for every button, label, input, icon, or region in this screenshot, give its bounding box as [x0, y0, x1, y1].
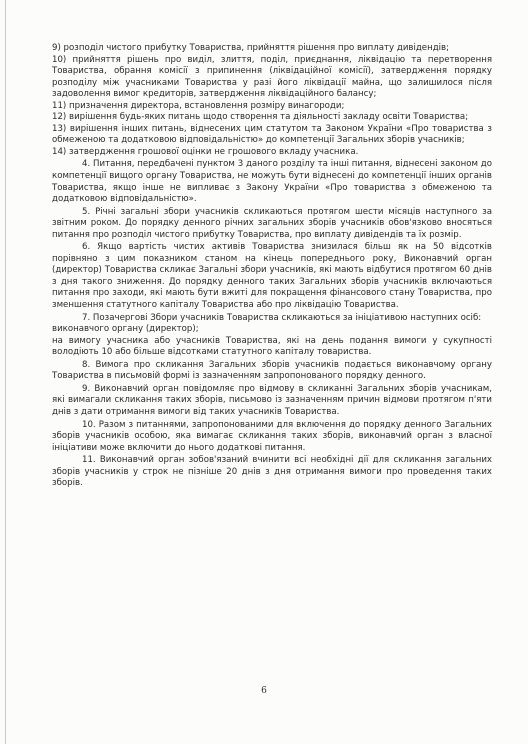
- list-item-10: 10) прийняття рішень про виділ, злиття, поділ, приєднання, ліквідацію та перетворення Товариства, обрання комісії з припинення (ліквідаційної комісії), затвердження порядку розподілу між учасниками Товариства у разі його ліквідації майна, що залишилося після задоволення вимог кредиторів, затвердження ліквідаційного балансу;: [52, 54, 492, 100]
- clause-9: 9. Виконавчий орган повідомляє про відмову в скликанні Загальних зборів учасникам, які вимагали скликання таких зборів, письмово із зазначенням причин відмови протягом п'яти днів з дати отримання вимоги від таких учасників Товариства.: [52, 383, 492, 417]
- clause-11: 11. Виконавчий орган зобов'язаний вчинити всі необхідні дії для скликання загальних зборів учасників у строк не пізніше 20 днів з дня отримання вимоги про проведення таких зборів.: [52, 455, 492, 489]
- clause-7: 7. Позачергові Збори учасників Товариства скликаються за ініціативою наступних осіб:: [82, 312, 482, 323]
- list-item-9: 9) розподіл чистого прибутку Товариства, прийняття рішення про виплату дивідендів;: [52, 43, 449, 53]
- scan-edge-line: [5, 0, 6, 744]
- list-item-12: 12) вирішення будь-яких питань щодо створення та діяльності закладу освіти Товариства;: [52, 112, 469, 123]
- list-item-14: 14) затвердження грошової оцінки не грошового вкладу учасника.: [52, 146, 359, 157]
- list-item-11: 11) призначення директора, встановлення розміру винагороди;: [52, 100, 345, 111]
- clause-4: 4. Питання, передбачені пунктом 3 даного розділу та інші питання, віднесені законом до компетенції вищого органу Товариства, не можуть бути віднесені до компетенції інших органів Товариства, якщо інше не випливає з Закону України «Про товариства з обмеженою та додатковою відповідальністю».: [52, 159, 492, 205]
- clause-7-item-1: виконавчого органу (директор);: [52, 324, 199, 335]
- page-text: [52, 43, 492, 490]
- clause-10: 10. Разом з питаннями, запропонованими для включення до порядку денного Загальних зборів учасників особою, яка вимагає скликання таких зборів, виконавчий орган з власної ініціативи може включити до нього додаткові питання.: [52, 419, 492, 453]
- clause-6: 6. Якщо вартість чистих активів Товариства знизилася більш як на 50 відсотків порівняно з цим показником станом на кінець попереднього року, Виконавчий орган (директор) Товариства скликає Загальні збори учасників, які мають відбутися протягом 60 днів з дня такого зниження. До порядку денного таких Загальних зборів учасників включаються питання про заходи, які мають бути вжиті для покращення фінансового стану Товариства, про зменшення статутного капіталу Товариства або про ліквідацію Товариства.: [52, 242, 492, 311]
- list-item-13: 13) вирішення інших питань, віднесених цим статутом та Законом України «Про товариства з обмеженою та додатковою відповідальністю» до компетенції Загальних зборів учасників;: [52, 123, 492, 146]
- page-number: 6: [261, 686, 267, 696]
- clause-7-item-2: на вимогу учасника або учасників Товариства, які на день подання вимоги у сукупності володіють 10 або більше відсотками статутного капіталу товариства.: [52, 335, 492, 358]
- clause-5: 5. Річні загальні збори учасників скликаються протягом шести місяців наступного за звітним роком. До порядку денного річних загальних зборів учасників обов'язково вносяться питання про розподіл чистого прибутку Товариства, про виплату дивідендів та їх розмір.: [52, 206, 492, 240]
- clause-8: 8. Вимога про скликання Загальних зборів учасників подається виконавчому органу Товариства в письмовій формі із зазначенням запропонованого порядку денного.: [52, 359, 492, 382]
